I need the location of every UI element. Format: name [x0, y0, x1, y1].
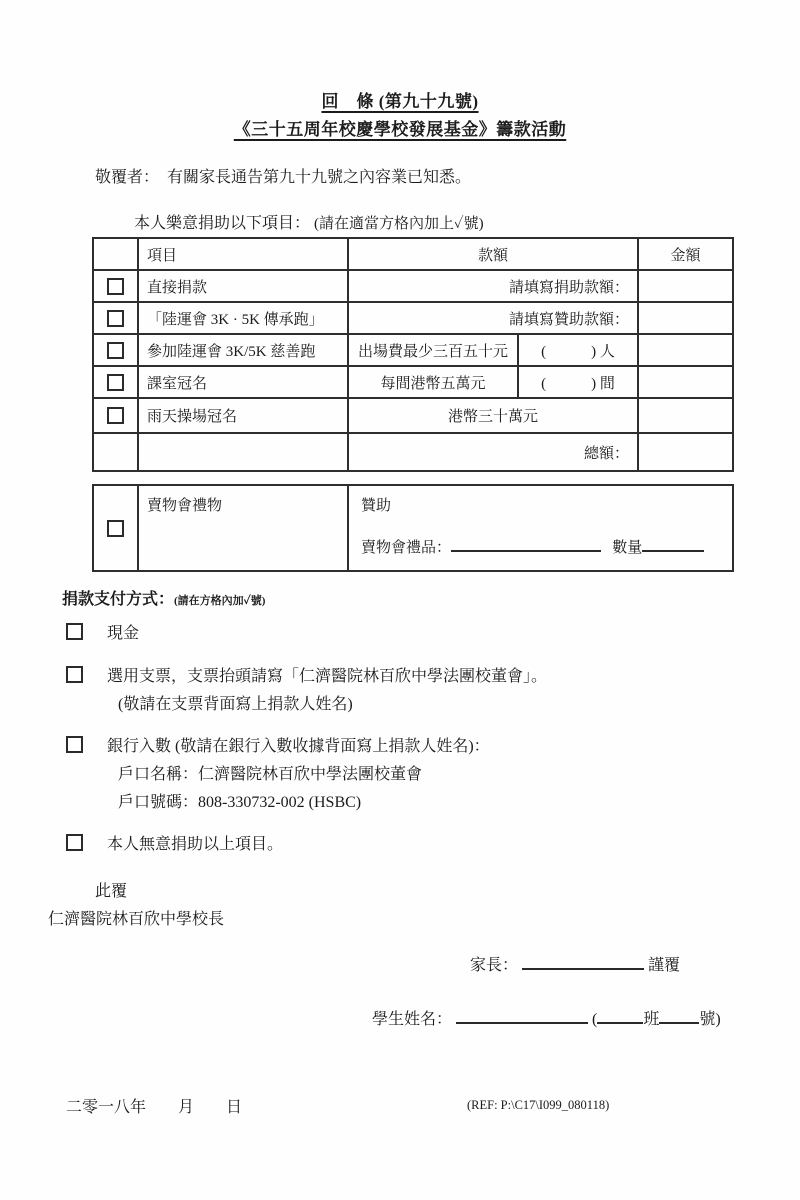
class-label: 班 [643, 1011, 660, 1028]
header-cell-amount: 款額 [349, 239, 639, 271]
decline-label: 本人無意捐助以上項目。 [107, 836, 284, 853]
bank-account-number: 戶口號碼：808-330732-002 (HSBC) [118, 794, 362, 811]
date-line: 二零一八年 月 日 [66, 1099, 243, 1116]
checkbox-decline[interactable] [66, 834, 83, 851]
table-cell [139, 434, 349, 470]
cheque-note: (敬請在支票背面寫上捐款人姓名) [118, 696, 353, 713]
intro-label: 本人樂意捐助以下項目： [134, 215, 311, 232]
intro-line [134, 210, 484, 233]
sum-field-relay-run[interactable] [639, 303, 732, 335]
item-direct-donation: 直接捐款 [139, 271, 349, 303]
checkbox-bank[interactable] [66, 736, 83, 753]
student-name-field[interactable] [456, 1009, 588, 1024]
note-relay-run: 請填寫贊助款額： [349, 303, 639, 335]
sum-field-playground-naming[interactable] [639, 399, 732, 434]
payment-heading: 捐款支付方式： [62, 591, 175, 608]
table-cell [94, 271, 139, 303]
total-label: 總額： [349, 434, 639, 470]
cheque-label: 選用支票，支票抬頭請寫「仁濟醫院林百欣中學法團校董會」。 [107, 668, 548, 685]
fee-playground-naming: 港幣三十萬元 [349, 399, 639, 434]
parent-suffix: 謹覆 [648, 957, 681, 974]
bank-account-name: 戶口名稱：仁濟醫院林百欣中學法團校董會 [118, 766, 423, 783]
salutation-line: 敬覆者： 有關家長通告第九十九號之內容業已知悉。 [95, 169, 472, 186]
count-field-charity-run[interactable]: ( ) 人 [519, 335, 639, 367]
checkbox-direct-donation[interactable] [107, 278, 124, 295]
payment-option-cash [66, 620, 139, 643]
parent-signature-field[interactable] [522, 955, 644, 970]
class-field[interactable] [597, 1009, 643, 1024]
sum-field-direct-donation[interactable] [639, 271, 732, 303]
ref-code: (REF: P:\C17\I099_080118) [467, 1098, 610, 1112]
note-direct-donation: 請填寫捐助款額： [349, 271, 639, 303]
table-cell [94, 399, 139, 434]
title-line-1: 回 條 (第九十九號) [321, 92, 479, 111]
reply-closing: 此覆 [95, 883, 128, 900]
gift-line [361, 536, 720, 557]
checkbox-cheque[interactable] [66, 666, 83, 683]
paren-open: ( [592, 1011, 598, 1028]
total-field[interactable] [639, 434, 732, 470]
item-classroom-naming: 課室冠名 [139, 367, 349, 399]
checkbox-playground-naming[interactable] [107, 407, 124, 424]
item-charity-run: 參加陸運會 3K/5K 慈善跑 [139, 335, 349, 367]
fee-charity-run: 出場費最少三百五十元 [349, 335, 519, 367]
item-playground-naming: 雨天操場冠名 [139, 399, 349, 434]
sum-field-classroom-naming[interactable] [639, 367, 732, 399]
payment-option-cheque [66, 663, 547, 686]
checkbox-relay-run[interactable] [107, 310, 124, 327]
payment-heading-line [62, 586, 265, 609]
checkbox-cash[interactable] [66, 623, 83, 640]
fee-classroom-naming: 每間港幣五萬元 [349, 367, 519, 399]
count-field-classroom-naming[interactable]: ( ) 間 [519, 367, 639, 399]
intro-note: (請在適當方格內加上✓號) [314, 216, 484, 232]
payment-heading-note: (請在方格內加✓號) [174, 595, 266, 607]
principal-line: 仁濟醫院林百欣中學校長 [48, 911, 225, 928]
title-line-2: 《三十五周年校慶學校發展基金》籌款活動 [233, 120, 567, 139]
item-bazaar-gift: 賣物會禮物 [139, 486, 349, 570]
checkbox-classroom-naming[interactable] [107, 374, 124, 391]
gift-name-field[interactable] [451, 537, 601, 552]
table-cell [94, 335, 139, 367]
checkbox-bazaar-gift[interactable] [107, 520, 124, 537]
qty-label: 數量 [612, 540, 643, 556]
table-cell [94, 303, 139, 335]
number-suffix: 號) [699, 1011, 721, 1028]
payment-option-bank [66, 733, 490, 756]
table-cell [94, 486, 139, 570]
sum-field-charity-run[interactable] [639, 335, 732, 367]
donation-table [92, 237, 734, 472]
table-cell [94, 434, 139, 470]
student-label: 學生姓名： [372, 1011, 453, 1028]
parent-label: 家長： [470, 957, 519, 974]
bazaar-sponsor-cell [349, 486, 732, 570]
gift-label: 賣物會禮品： [361, 540, 452, 556]
student-name-line [372, 1006, 721, 1029]
header-cell-item: 項目 [139, 239, 349, 271]
header-cell-empty [94, 239, 139, 271]
document-title [0, 88, 800, 144]
class-number-field[interactable] [659, 1009, 699, 1024]
table-cell [94, 367, 139, 399]
checkbox-charity-run[interactable] [107, 342, 124, 359]
cash-label: 現金 [107, 625, 140, 642]
gift-qty-field[interactable] [642, 537, 704, 552]
bank-label: 銀行入數 (敬請在銀行入數收據背面寫上捐款人姓名)： [107, 738, 490, 755]
sponsor-label: 贊助 [361, 498, 392, 514]
item-relay-run: 「陸運會 3K · 5K 傳承跑」 [139, 303, 349, 335]
parent-signature-line [470, 952, 680, 975]
payment-option-decline [66, 831, 283, 854]
header-cell-sum: 金額 [639, 239, 732, 271]
bazaar-table [92, 484, 734, 572]
